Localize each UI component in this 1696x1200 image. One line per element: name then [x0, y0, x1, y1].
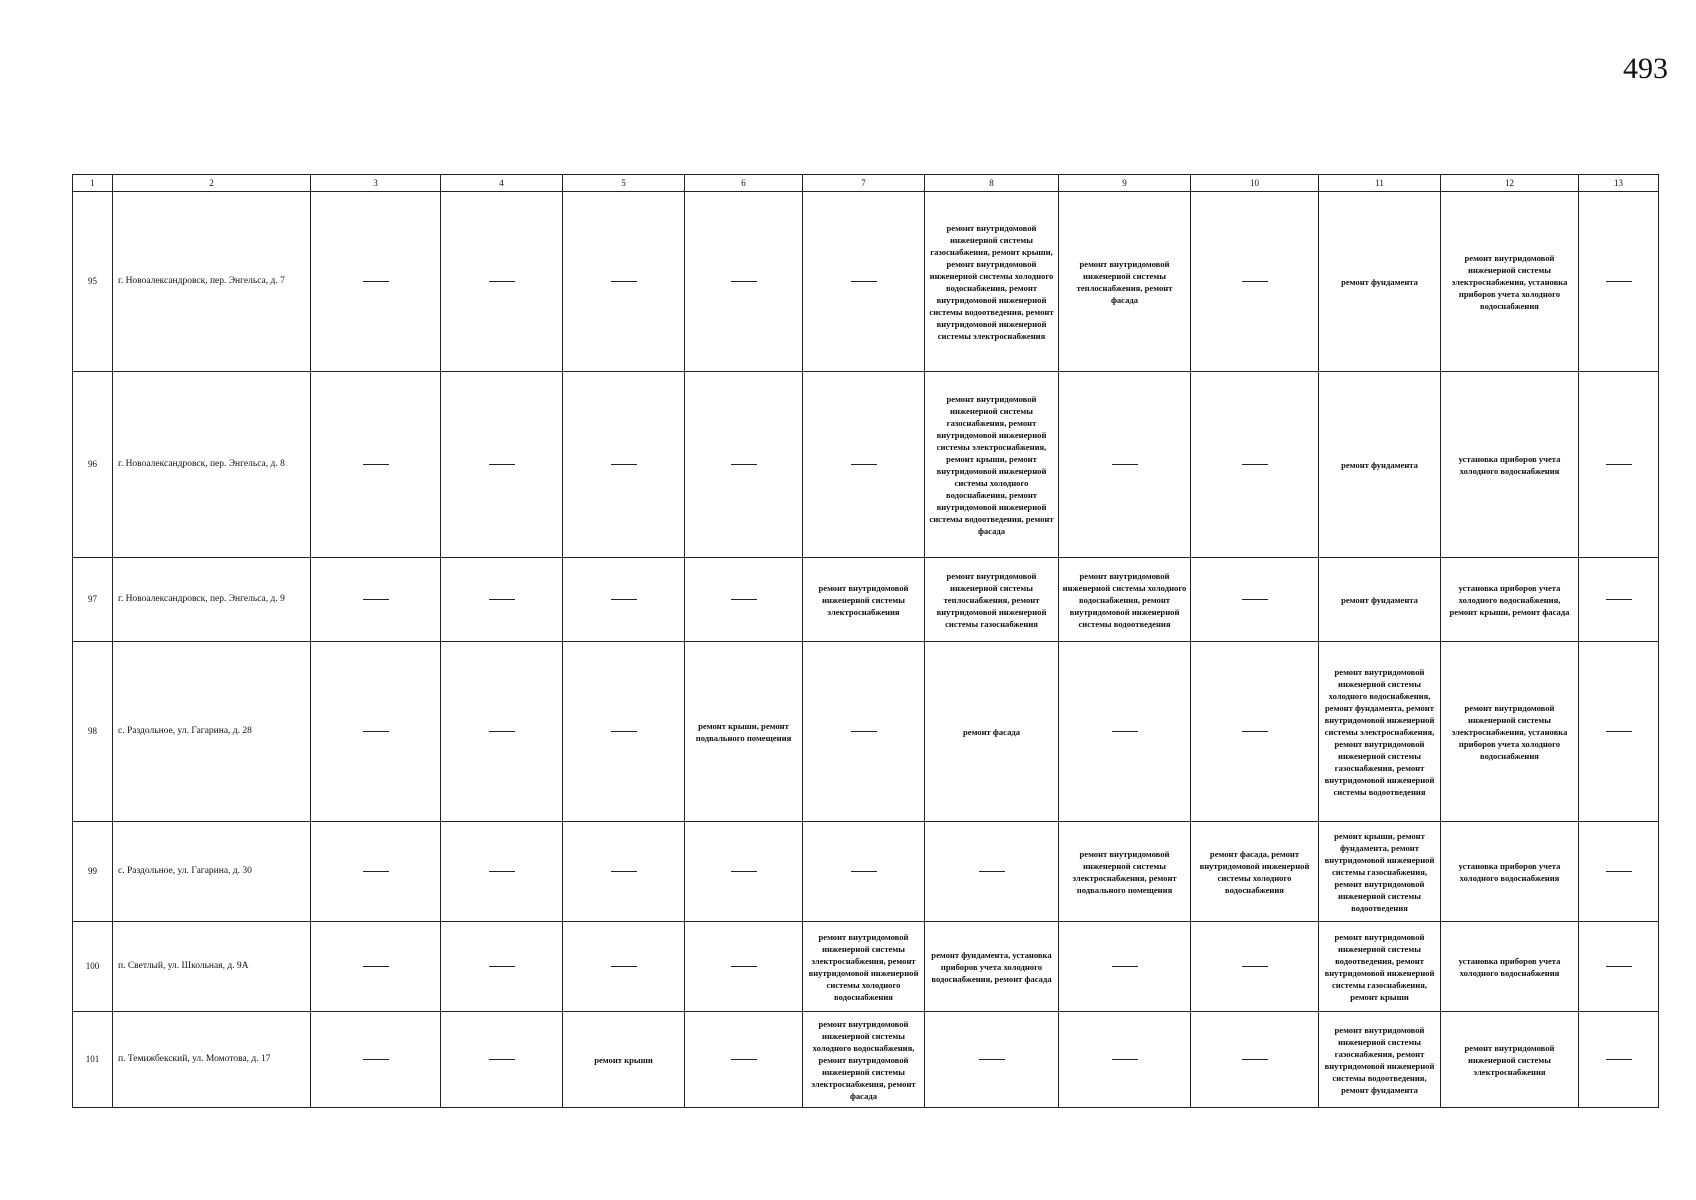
empty-cell	[311, 642, 441, 822]
address-cell: п. Темижбекский, ул. Момотова, д. 17	[113, 1012, 311, 1108]
empty-cell	[1191, 372, 1319, 558]
dash-mark	[1606, 871, 1632, 872]
col-header-11: 11	[1319, 175, 1441, 192]
dash-mark	[1606, 281, 1632, 282]
empty-cell	[311, 192, 441, 372]
empty-cell	[441, 1012, 563, 1108]
row-number-cell: 95	[73, 192, 113, 372]
dash-mark	[1112, 464, 1138, 465]
empty-cell	[563, 922, 685, 1012]
work-type-cell: ремонт внутридомовой инженерной системы электроснабжения, установка приборов учета холодного водоснабжения	[1441, 192, 1579, 372]
work-type-cell: ремонт внутридомовой инженерной системы электроснабжения	[1441, 1012, 1579, 1108]
dash-mark	[1606, 731, 1632, 732]
dash-mark	[851, 464, 877, 465]
repair-schedule-table-container	[72, 174, 1659, 1108]
col-header-1: 1	[73, 175, 113, 192]
empty-cell	[1579, 822, 1659, 922]
empty-cell	[1059, 922, 1191, 1012]
empty-cell	[1579, 558, 1659, 642]
dash-mark	[489, 731, 515, 732]
empty-cell	[1059, 642, 1191, 822]
empty-cell	[685, 922, 803, 1012]
empty-cell	[1579, 922, 1659, 1012]
dash-mark	[731, 1059, 757, 1060]
work-type-cell: ремонт внутридомовой инженерной системы газоснабжения, ремонт внутридомовой инженерной системы водоотведения, ремонт фундамента	[1319, 1012, 1441, 1108]
dash-mark	[1242, 464, 1268, 465]
dash-mark	[1242, 966, 1268, 967]
col-header-10: 10	[1191, 175, 1319, 192]
dash-mark	[611, 464, 637, 465]
dash-mark	[1112, 1059, 1138, 1060]
dash-mark	[363, 281, 389, 282]
col-header-5: 5	[563, 175, 685, 192]
empty-cell	[1191, 192, 1319, 372]
dash-mark	[489, 966, 515, 967]
empty-cell	[563, 558, 685, 642]
dash-mark	[731, 966, 757, 967]
work-type-cell: ремонт фундамента, установка приборов учета холодного водоснабжения, ремонт фасада	[925, 922, 1059, 1012]
dash-mark	[363, 464, 389, 465]
work-type-cell: ремонт фундамента	[1319, 372, 1441, 558]
col-header-2: 2	[113, 175, 311, 192]
work-type-cell: ремонт фундамента	[1319, 192, 1441, 372]
address-cell: г. Новоалександровск, пер. Энгельса, д. 8	[113, 372, 311, 558]
row-number-cell: 96	[73, 372, 113, 558]
dash-mark	[363, 1059, 389, 1060]
table-row	[73, 822, 1659, 922]
empty-cell	[685, 1012, 803, 1108]
empty-cell	[563, 822, 685, 922]
dash-mark	[1112, 966, 1138, 967]
empty-cell	[803, 642, 925, 822]
dash-mark	[611, 281, 637, 282]
empty-cell	[1191, 922, 1319, 1012]
work-type-cell: ремонт внутридомовой инженерной системы холодного водоснабжения, ремонт внутридомовой инженерной системы водоотведения	[1059, 558, 1191, 642]
work-type-cell: ремонт внутридомовой инженерной системы электроснабжения, ремонт внутридомовой инженерной системы холодного водоснабжения	[803, 922, 925, 1012]
work-type-cell: установка приборов учета холодного водоснабжения	[1441, 922, 1579, 1012]
empty-cell	[563, 642, 685, 822]
empty-cell	[311, 372, 441, 558]
empty-cell	[1059, 372, 1191, 558]
table-row	[73, 558, 1659, 642]
work-type-cell: ремонт внутридомовой инженерной системы газоснабжения, ремонт внутридомовой инженерной системы электроснабжения, ремонт крыши, ремонт внутридомовой инженерной системы холодного водоснабжения, ремонт внутридомовой инженерной системы водоотведения, ремонт фасада	[925, 372, 1059, 558]
col-header-6: 6	[685, 175, 803, 192]
table-row	[73, 192, 1659, 372]
empty-cell	[685, 822, 803, 922]
dash-mark	[851, 731, 877, 732]
dash-mark	[363, 871, 389, 872]
empty-cell	[1579, 192, 1659, 372]
dash-mark	[363, 731, 389, 732]
dash-mark	[489, 464, 515, 465]
col-header-7: 7	[803, 175, 925, 192]
work-type-cell: ремонт внутридомовой инженерной системы холодного водоснабжения, ремонт внутридомовой инженерной системы электроснабжения, ремонт фасада	[803, 1012, 925, 1108]
empty-cell	[803, 372, 925, 558]
dash-mark	[851, 871, 877, 872]
dash-mark	[851, 281, 877, 282]
dash-mark	[1606, 599, 1632, 600]
dash-mark	[1242, 731, 1268, 732]
row-number-cell: 97	[73, 558, 113, 642]
dash-mark	[363, 599, 389, 600]
empty-cell	[1579, 642, 1659, 822]
table-body	[73, 192, 1659, 1108]
dash-mark	[1112, 731, 1138, 732]
empty-cell	[685, 372, 803, 558]
empty-cell	[1059, 1012, 1191, 1108]
empty-cell	[441, 192, 563, 372]
dash-mark	[363, 966, 389, 967]
column-number-row	[73, 175, 1659, 192]
dash-mark	[1242, 599, 1268, 600]
work-type-cell: ремонт внутридомовой инженерной системы электроснабжения, установка приборов учета холодного водоснабжения	[1441, 642, 1579, 822]
dash-mark	[731, 871, 757, 872]
dash-mark	[611, 599, 637, 600]
col-header-13: 13	[1579, 175, 1659, 192]
empty-cell	[441, 372, 563, 558]
empty-cell	[803, 822, 925, 922]
empty-cell	[563, 372, 685, 558]
address-cell: п. Светлый, ул. Школьная, д. 9А	[113, 922, 311, 1012]
empty-cell	[925, 1012, 1059, 1108]
empty-cell	[441, 558, 563, 642]
work-type-cell: ремонт внутридомовой инженерной системы водоотведения, ремонт внутридомовой инженерной системы газоснабжения, ремонт крыши	[1319, 922, 1441, 1012]
table-row	[73, 372, 1659, 558]
work-type-cell: ремонт внутридомовой инженерной системы электроснабжения	[803, 558, 925, 642]
table-row	[73, 642, 1659, 822]
empty-cell	[685, 192, 803, 372]
work-type-cell: установка приборов учета холодного водоснабжения, ремонт крыши, ремонт фасада	[1441, 558, 1579, 642]
empty-cell	[1191, 1012, 1319, 1108]
empty-cell	[311, 822, 441, 922]
col-header-3: 3	[311, 175, 441, 192]
work-type-cell: ремонт крыши, ремонт подвального помещения	[685, 642, 803, 822]
address-cell: с. Раздольное, ул. Гагарина, д. 28	[113, 642, 311, 822]
table-row	[73, 922, 1659, 1012]
empty-cell	[311, 1012, 441, 1108]
empty-cell	[1579, 1012, 1659, 1108]
empty-cell	[441, 922, 563, 1012]
dash-mark	[979, 1059, 1005, 1060]
work-type-cell: ремонт внутридомовой инженерной системы теплоснабжения, ремонт внутридомовой инженерной системы газоснабжения	[925, 558, 1059, 642]
work-type-cell: установка приборов учета холодного водоснабжения	[1441, 372, 1579, 558]
empty-cell	[685, 558, 803, 642]
work-type-cell: ремонт внутридомовой инженерной системы холодного водоснабжения, ремонт фундамента, ремонт внутридомовой инженерной системы электроснабжения, ремонт внутридомовой инженерной системы газоснабжения, ремонт внутридомовой инженерной системы водоотведения	[1319, 642, 1441, 822]
empty-cell	[925, 822, 1059, 922]
dash-mark	[1606, 966, 1632, 967]
dash-mark	[1242, 281, 1268, 282]
table-row	[73, 1012, 1659, 1108]
dash-mark	[489, 871, 515, 872]
dash-mark	[1606, 464, 1632, 465]
work-type-cell: ремонт фундамента	[1319, 558, 1441, 642]
dash-mark	[611, 731, 637, 732]
empty-cell	[1579, 372, 1659, 558]
work-type-cell: ремонт крыши	[563, 1012, 685, 1108]
repair-schedule-table	[72, 174, 1659, 1108]
empty-cell	[311, 558, 441, 642]
col-header-8: 8	[925, 175, 1059, 192]
col-header-4: 4	[441, 175, 563, 192]
dash-mark	[979, 871, 1005, 872]
empty-cell	[1191, 558, 1319, 642]
row-number-cell: 101	[73, 1012, 113, 1108]
work-type-cell: ремонт внутридомовой инженерной системы газоснабжения, ремонт крыши, ремонт внутридомовой инженерной системы холодного водоснабжения, ремонт внутридомовой инженерной системы водоотведения, ремонт внутридомовой инженерной системы электроснабжения	[925, 192, 1059, 372]
row-number-cell: 98	[73, 642, 113, 822]
col-header-12: 12	[1441, 175, 1579, 192]
address-cell: г. Новоалександровск, пер. Энгельса, д. 9	[113, 558, 311, 642]
dash-mark	[1606, 1059, 1632, 1060]
empty-cell	[441, 642, 563, 822]
dash-mark	[611, 871, 637, 872]
work-type-cell: ремонт крыши, ремонт фундамента, ремонт внутридомовой инженерной системы газоснабжения, ремонт внутридомовой инженерной системы водоотведения	[1319, 822, 1441, 922]
dash-mark	[489, 281, 515, 282]
work-type-cell: ремонт фасада, ремонт внутридомовой инженерной системы холодного водоснабжения	[1191, 822, 1319, 922]
dash-mark	[611, 966, 637, 967]
empty-cell	[311, 922, 441, 1012]
empty-cell	[803, 192, 925, 372]
address-cell: с. Раздольное, ул. Гагарина, д. 30	[113, 822, 311, 922]
dash-mark	[489, 1059, 515, 1060]
row-number-cell: 99	[73, 822, 113, 922]
dash-mark	[1242, 1059, 1268, 1060]
empty-cell	[563, 192, 685, 372]
col-header-9: 9	[1059, 175, 1191, 192]
address-cell: г. Новоалександровск, пер. Энгельса, д. 7	[113, 192, 311, 372]
empty-cell	[441, 822, 563, 922]
empty-cell	[1191, 642, 1319, 822]
page-number: 493	[1623, 52, 1668, 85]
dash-mark	[731, 599, 757, 600]
dash-mark	[731, 464, 757, 465]
dash-mark	[489, 599, 515, 600]
work-type-cell: установка приборов учета холодного водоснабжения	[1441, 822, 1579, 922]
dash-mark	[731, 281, 757, 282]
work-type-cell: ремонт фасада	[925, 642, 1059, 822]
row-number-cell: 100	[73, 922, 113, 1012]
work-type-cell: ремонт внутридомовой инженерной системы теплоснабжения, ремонт фасада	[1059, 192, 1191, 372]
work-type-cell: ремонт внутридомовой инженерной системы электроснабжения, ремонт подвального помещения	[1059, 822, 1191, 922]
